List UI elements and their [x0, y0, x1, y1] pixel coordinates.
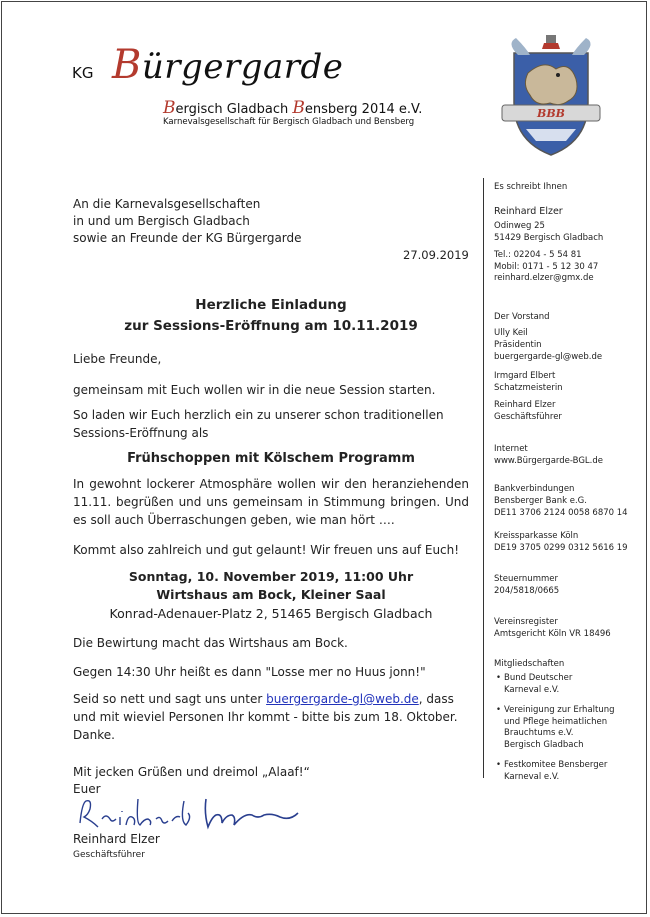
contact-tel: Tel.: 02204 - 5 54 81 [494, 250, 582, 260]
bank-label: Bankverbindungen [494, 484, 575, 494]
tax-number: 204/5818/0665 [494, 586, 560, 596]
rsvp-text-end: , dass und mit wieviel Personen Ihr kommt - bitte bis zum 18. Oktober. Danke. [73, 692, 458, 742]
bank-iban: DE19 3705 0299 0312 5616 19 [494, 543, 628, 553]
board-member-role: Geschäftsführer [494, 412, 562, 422]
event-date: Sonntag, 10. November 2019, 11:00 Uhr [128, 569, 414, 584]
kg-label: KG [72, 64, 94, 82]
board-label: Der Vorstand [494, 312, 550, 322]
event-place: Wirtshaus am Bock, Kleiner Saal [156, 587, 386, 602]
crest-logo [496, 33, 606, 158]
loc-initial-1: B [163, 98, 176, 118]
paragraph-1: gemeinsam mit Euch wollen wir in die neue Session starten. [73, 383, 436, 397]
paragraph-2: So laden wir Euch herzlich ein zu unserer schon traditionellen Sessions-Eröffnung als [73, 408, 444, 440]
brand-name [112, 42, 343, 88]
address-line: An die Karnevalsgesellschaften [73, 197, 261, 211]
board-member-name: Irmgard Elbert [494, 371, 556, 381]
signer-role: Geschäftsführer [73, 850, 145, 860]
paragraph-4: Kommt also zahlreich und gut gelaunt! Wir freuen uns auf Euch! [73, 543, 460, 557]
handwritten-signature [76, 793, 316, 833]
closing: Mit jecken Grüßen und dreimol „Alaaf!“ [73, 765, 310, 779]
contact-city: 51429 Bergisch Gladbach [494, 233, 604, 243]
writes-label: Es schreibt Ihnen [494, 182, 568, 192]
brand-rest: ürgergarde [141, 47, 344, 87]
address-line: sowie an Freunde der KG Bürgergarde [73, 231, 302, 245]
paragraph-3: In gewohnt lockerer Atmosphäre wollen wir den heranziehenden 11.11. begrüßen und uns gemeinsam in Stimmung bringen. Und es soll auch Überraschungen geben, wie man hört …. [73, 477, 469, 527]
invitation-subtitle: zur Sessions-Eröffnung am 10.11.2019 [124, 318, 418, 334]
bank-iban: DE11 3706 2124 0058 6870 14 [494, 508, 628, 518]
membership-item: • Bund Deutscher Karneval e.V. [504, 673, 615, 696]
invitation-title: Herzliche Einladung [195, 297, 347, 313]
letter-date: 27.09.2019 [403, 248, 469, 262]
contact-email[interactable]: reinhard.elzer@gmx.de [494, 273, 594, 283]
memberships-list [494, 673, 615, 783]
internet-label: Internet [494, 444, 528, 454]
brand-initial: B [112, 42, 142, 88]
membership-item: • Festkomitee Bensberger Karneval e.V. [504, 760, 615, 783]
rsvp-text: Seid so nett und sagt uns unter [73, 692, 267, 706]
rsvp-email-link[interactable]: buergergarde-gl@web.de [266, 692, 419, 706]
paragraph-7 [73, 690, 469, 744]
tax-label: Steuernummer [494, 574, 558, 584]
loc-initial-2: B [292, 98, 305, 118]
internet-url[interactable]: www.Bürgergarde-BGL.de [494, 456, 603, 466]
brand-location [163, 98, 422, 118]
paragraph-5: Die Bewirtung macht das Wirtshaus am Bock. [73, 636, 348, 650]
board-member-name: Reinhard Elzer [494, 400, 556, 410]
board-member-role: Schatzmeisterin [494, 383, 563, 393]
event-format: Frühschoppen mit Kölschem Programm [127, 451, 415, 466]
bank-name: Bensberger Bank e.G. [494, 496, 587, 506]
contact-name: Reinhard Elzer [494, 206, 563, 217]
paragraph-6: Gegen 14:30 Uhr heißt es dann "Losse mer no Huus jonn!" [73, 665, 426, 679]
signer-name: Reinhard Elzer [73, 832, 160, 846]
sidebar-divider [483, 178, 484, 778]
membership-item: • Vereinigung zur Erhaltung und Pflege heimatlichen Brauchtums e.V. Bergisch Gladbach [504, 705, 615, 751]
loc-part-1: ergisch Gladbach [175, 102, 289, 117]
recipient-address [73, 196, 373, 247]
register-label: Vereinsregister [494, 617, 558, 627]
greeting: Liebe Freunde, [73, 352, 162, 366]
contact-mobile: Mobil: 0171 - 5 12 30 47 [494, 262, 599, 272]
board-member-name: Ully Keil [494, 328, 528, 338]
event-address: Konrad-Adenauer-Platz 2, 51465 Bergisch Gladbach [109, 606, 433, 621]
loc-part-2: ensberg 2014 e.V. [304, 102, 423, 117]
address-line: in und um Bergisch Gladbach [73, 214, 250, 228]
board-member-email[interactable]: buergergarde-gl@web.de [494, 352, 603, 362]
contact-street: Odinweg 25 [494, 221, 545, 231]
crest-text: BBB [537, 107, 565, 120]
board-member-role: Präsidentin [494, 340, 542, 350]
closing-euer: Euer [73, 782, 101, 796]
tagline: Karnevalsgesellschaft für Bergisch Gladbach und Bensberg [163, 117, 415, 127]
bank-name: Kreissparkasse Köln [494, 531, 579, 541]
memberships-label: Mitgliedschaften [494, 659, 565, 669]
register-number: Amtsgericht Köln VR 18496 [494, 629, 611, 639]
